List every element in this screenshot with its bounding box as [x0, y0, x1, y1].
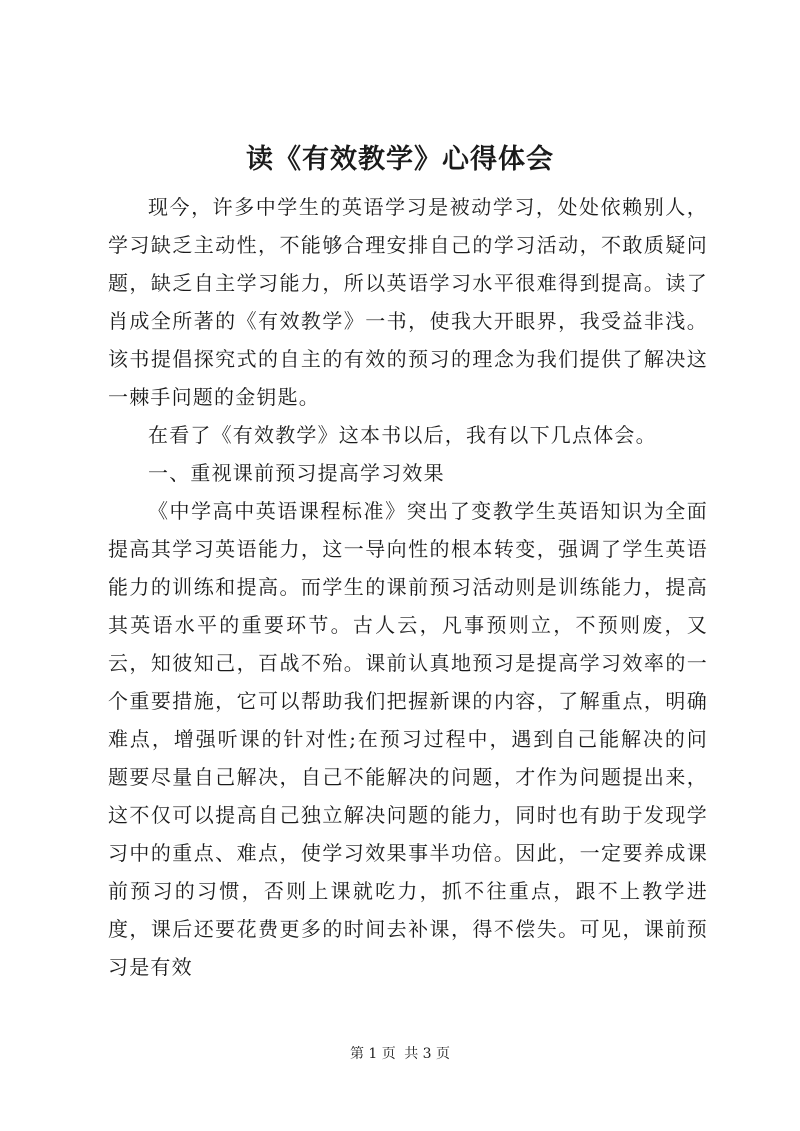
document-title: 读《有效教学》心得体会: [246, 144, 554, 175]
document-body: [108, 188, 708, 986]
paragraph-section-1: 《中学高中英语课程标准》突出了变教学生英语知识为全面提高其学习英语能力，这一导向性的根本转变，强调了学生英语能力的训练和提高。而学生的课前预习活动则是训练能力，提高其英语水平的重要环节。古人云，凡事预则立，不预则废，又云，知彼知己，百战不殆。课前认真地预习是提高学习效率的一个重要措施，它可以帮助我们把握新课的内容，了解重点，明确难点，增强听课的针对性;在预习过程中，遇到自己能解决的问题要尽量自己解决，自己不能解决的问题，才作为问题提出来，这不仅可以提高自己独立解决问题的能力，同时也有助于发现学习中的重点、难点，使学习效果事半功倍。因此，一定要养成课前预习的习惯，否则上课就吃力，抓不往重点，跟不上教学进度，课后还要花费更多的时间去补课，得不偿失。可见，课前预习是有效: [108, 499, 708, 979]
page-number: 第 1 页: [349, 1046, 396, 1062]
page-total: 共 3 页: [404, 1046, 451, 1062]
section-heading-1: 一、重视课前预习提高学习效果: [148, 461, 445, 485]
paragraph-intro: 现今，许多中学生的英语学习是被动学习，处处依赖别人，学习缺乏主动性，不能够合理安排自己的学习活动，不敢质疑问题，缺乏自主学习能力，所以英语学习水平很难得到提高。读了肖成全所著的《有效教学》一书，使我大开眼界，我受益非浅。该书提倡探究式的自主的有效的预习的理念为我们提供了解决这一棘手问题的金钥匙。: [108, 195, 708, 409]
paragraph-summary: 在看了《有效教学》这本书以后，我有以下几点体会。: [148, 423, 657, 447]
page-footer: [0, 1044, 800, 1064]
